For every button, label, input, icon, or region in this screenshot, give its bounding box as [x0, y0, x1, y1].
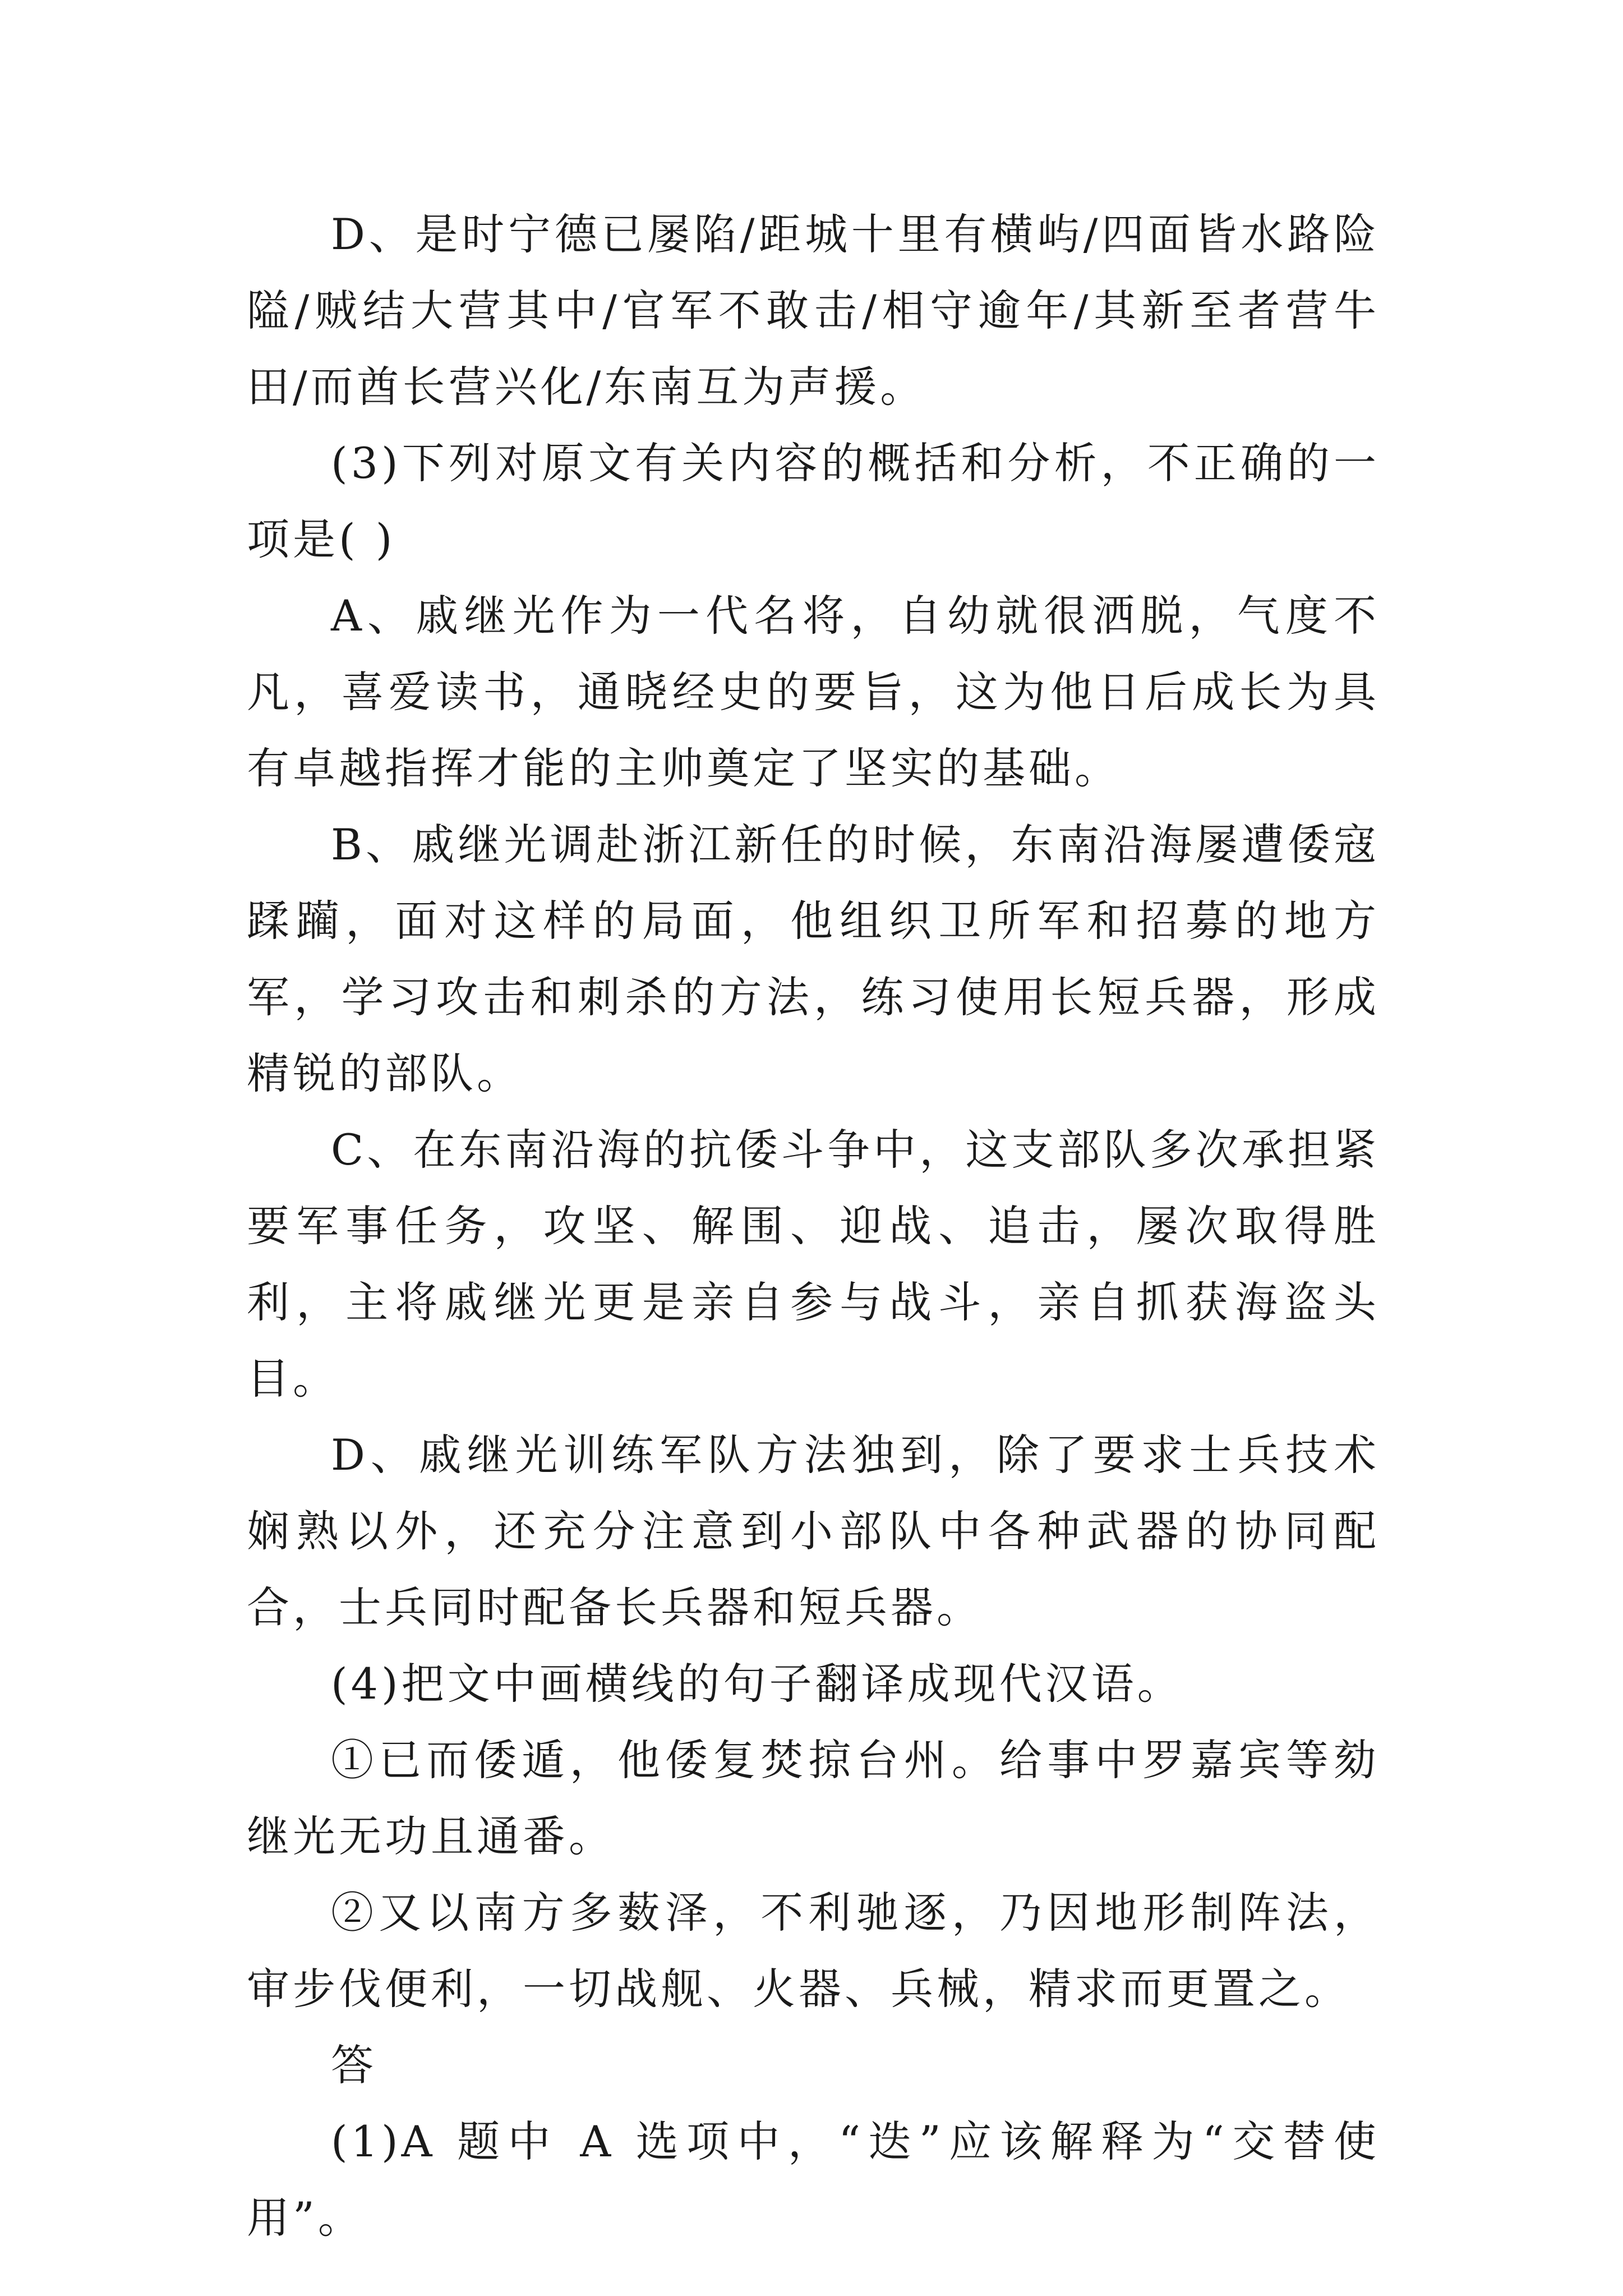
- question-4-stem: (4)把文中画横线的句子翻译成现代汉语。: [331, 1659, 1183, 1709]
- question-3-stem: (3)下列对原文有关内容的概括和分析，不正确的一项是( ): [247, 438, 1380, 564]
- translation-sentence-2: ②又以南方多薮泽，不利驰逐，乃因地形制阵法，审步伐便利，一切战舰、火器、兵械，精求而更置之。: [247, 1888, 1380, 2014]
- option-d-summary: D、戚继光训练军队方法独到，除了要求士兵技术娴熟以外，还充分注意到小部队中各种武器的协同配合，士兵同时配备长兵器和短兵器。: [247, 1430, 1380, 1632]
- answer-1: (1)A 题中 A 选项中，“迭”应该解释为“交替使用”。: [247, 2116, 1380, 2243]
- translation-sentence-1: ①已而倭遁，他倭复焚掠台州。给事中罗嘉宾等劾继光无功且通番。: [247, 1735, 1380, 1861]
- option-c-summary: C、在东南沿海的抗倭斗争中，这支部队多次承担紧要军事任务，攻坚、解围、迎战、追击，屡次取得胜利，主将戚继光更是亲自参与战斗，亲自抓获海盗头目。: [247, 1125, 1380, 1404]
- option-b-summary: B、戚继光调赴浙江新任的时候，东南沿海屡遭倭寇蹂躏，面对这样的局面，他组织卫所军和招募的地方军，学习攻击和刺杀的方法，练习使用长短兵器，形成精锐的部队。: [247, 820, 1380, 1098]
- option-a-summary: A、戚继光作为一代名将，自幼就很洒脱，气度不凡，喜爱读书，通晓经史的要旨，这为他日后成长为具有卓越指挥才能的主帅奠定了坚实的基础。: [247, 591, 1380, 793]
- option-d-punctuation: D、是时宁德已屡陷/距城十里有横屿/四面皆水路险隘/贼结大营其中/官军不敢击/相守逾年/其新至者营牛田/而酋长营兴化/东南互为声援。: [247, 209, 1380, 412]
- document-body: [247, 196, 1380, 2256]
- answer-heading: 答: [331, 2040, 377, 2090]
